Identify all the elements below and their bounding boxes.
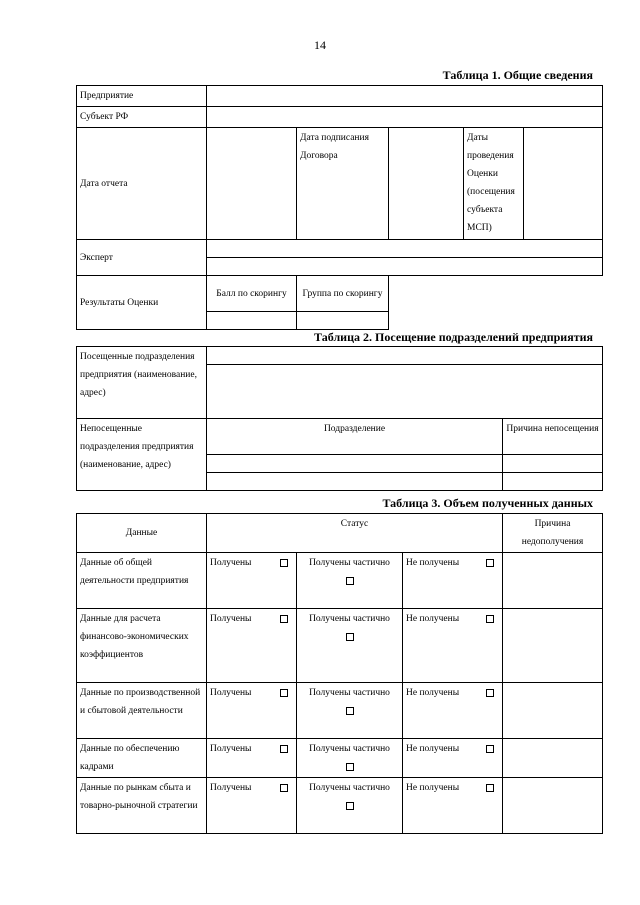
row-label: Данные об общей деятельности предприятия	[77, 553, 207, 609]
report-date-label: Дата отчета	[77, 128, 207, 240]
reason-value[interactable]	[503, 553, 603, 609]
eval-dates-label: Даты проведения Оценки (посещения субъекта МСП)	[464, 128, 524, 240]
partial-checkbox[interactable]	[346, 802, 354, 810]
row-label: Данные по рынкам сбыта и товарно-рыночной стратегии	[77, 778, 207, 834]
partial-checkbox[interactable]	[346, 577, 354, 585]
division-header: Подразделение	[207, 419, 503, 455]
table2-visits	[76, 346, 603, 491]
division-value-1[interactable]	[207, 455, 503, 473]
contract-date-value[interactable]	[389, 128, 464, 240]
group-label: Группа по скорингу	[297, 276, 389, 312]
table3-caption: Таблица 3. Объем полученных данных	[382, 496, 593, 510]
received-checkbox[interactable]	[280, 615, 288, 623]
enterprise-label: Предприятие	[77, 86, 207, 107]
received-label: Получены	[210, 558, 252, 568]
not-received-label: Не получены	[406, 558, 460, 568]
report-date-value[interactable]	[207, 128, 297, 240]
reason-value-1[interactable]	[503, 455, 603, 473]
partial-checkbox[interactable]	[346, 707, 354, 715]
received-checkbox[interactable]	[280, 745, 288, 753]
score-label: Балл по скорингу	[207, 276, 297, 312]
score-value[interactable]	[207, 312, 297, 330]
not-received-checkbox[interactable]	[486, 689, 494, 697]
table1-general-info	[76, 85, 603, 330]
table-row	[77, 553, 603, 609]
visited-value-1[interactable]	[207, 347, 603, 365]
page-number: 14	[314, 38, 326, 52]
received-label: Получены	[210, 614, 252, 624]
received-checkbox[interactable]	[280, 784, 288, 792]
row-label: Данные по производственной и сбытовой деятельности	[77, 683, 207, 739]
reason-value[interactable]	[503, 778, 603, 834]
partial-checkbox[interactable]	[346, 633, 354, 641]
row-label: Данные по обеспечению кадрами	[77, 739, 207, 778]
reason-value[interactable]	[503, 609, 603, 683]
enterprise-value[interactable]	[207, 86, 603, 107]
not-received-checkbox[interactable]	[486, 784, 494, 792]
division-value-2[interactable]	[207, 473, 503, 491]
table-row	[77, 739, 603, 778]
not-received-label: Не получены	[406, 688, 460, 698]
table2-caption: Таблица 2. Посещение подразделений предприятия	[314, 330, 593, 344]
table1-caption: Таблица 1. Общие сведения	[442, 68, 593, 82]
data-header: Данные	[77, 514, 207, 553]
table-row	[77, 683, 603, 739]
not-visited-label: Непосещенные подразделения предприятия (наименование, адрес)	[77, 419, 207, 491]
not-received-checkbox[interactable]	[486, 745, 494, 753]
reason-header: Причина недополучения	[503, 514, 603, 553]
partial-checkbox[interactable]	[346, 763, 354, 771]
reason-value[interactable]	[503, 683, 603, 739]
partial-label: Получены частично	[309, 614, 390, 624]
not-received-label: Не получены	[406, 783, 460, 793]
reason-header: Причина непосещения	[503, 419, 603, 455]
subject-label: Субъект РФ	[77, 107, 207, 128]
eval-dates-value[interactable]	[524, 128, 603, 240]
reason-value[interactable]	[503, 739, 603, 778]
received-label: Получены	[210, 783, 252, 793]
expert-value-1[interactable]	[207, 240, 603, 258]
not-received-label: Не получены	[406, 614, 460, 624]
received-label: Получены	[210, 744, 252, 754]
status-header: Статус	[207, 514, 503, 553]
results-blank	[389, 276, 603, 330]
not-received-label: Не получены	[406, 744, 460, 754]
partial-label: Получены частично	[309, 783, 390, 793]
expert-label: Эксперт	[77, 240, 207, 276]
table-row	[77, 778, 603, 834]
contract-date-label: Дата подписания Договора	[297, 128, 389, 240]
not-received-checkbox[interactable]	[486, 615, 494, 623]
partial-label: Получены частично	[309, 688, 390, 698]
reason-value-2[interactable]	[503, 473, 603, 491]
expert-value-2[interactable]	[207, 258, 603, 276]
visited-value-2[interactable]	[207, 365, 603, 419]
group-value[interactable]	[297, 312, 389, 330]
received-checkbox[interactable]	[280, 689, 288, 697]
table3-data-volume	[76, 513, 603, 834]
row-label: Данные для расчета финансово-экономических коэффициентов	[77, 609, 207, 683]
visited-label: Посещенные подразделения предприятия (наименование, адрес)	[77, 347, 207, 419]
partial-label: Получены частично	[309, 744, 390, 754]
subject-value[interactable]	[207, 107, 603, 128]
results-label: Результаты Оценки	[77, 276, 207, 330]
table-row	[77, 609, 603, 683]
received-label: Получены	[210, 688, 252, 698]
received-checkbox[interactable]	[280, 559, 288, 567]
partial-label: Получены частично	[309, 558, 390, 568]
not-received-checkbox[interactable]	[486, 559, 494, 567]
